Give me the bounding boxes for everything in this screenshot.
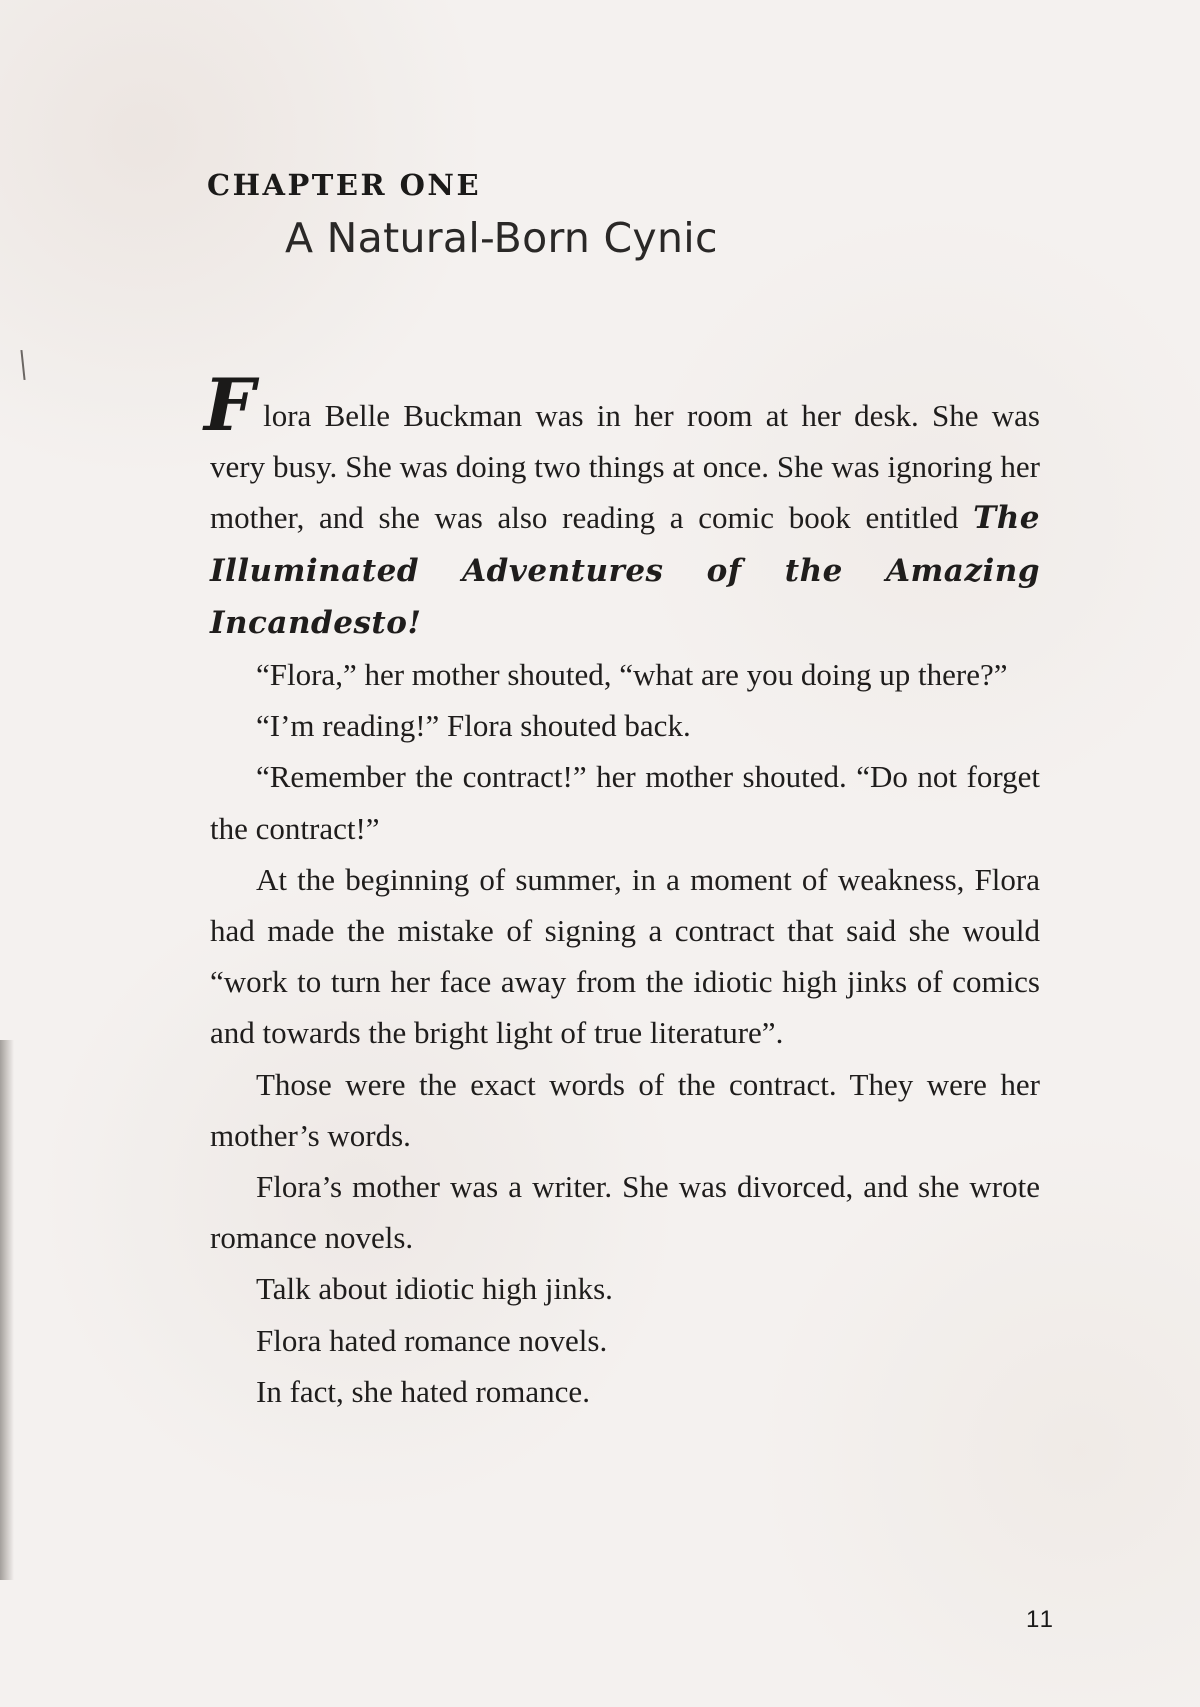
chapter-label: CHAPTER ONE [207, 168, 482, 202]
chapter-title: A Natural-Born Cynic [285, 214, 718, 262]
paragraph-1-text: lora Belle Buckman was in her room at her desk. She was very busy. She was doing two things at once. She was ignoring her mother, and she was also reading a comic book entitled [210, 398, 1040, 536]
body-text [204, 362, 1040, 1417]
paragraph-4: “Remember the contract!” her mother shouted. “Do not forget the contract!” [210, 759, 1040, 846]
paragraph-7: Flora’s mother was a writer. She was divorced, and she wrote romance novels. [210, 1169, 1040, 1256]
spine-shadow [0, 1040, 14, 1580]
paragraph-3: “I’m reading!” Flora shouted back. [256, 708, 691, 744]
comic-book-title: The Illuminated Adventures of the Amazing Incandesto! [210, 500, 1040, 641]
paragraph-9: Flora hated romance novels. [256, 1322, 608, 1358]
paragraph-10: In fact, she hated romance. [256, 1373, 590, 1409]
paragraph-2: “Flora,” her mother shouted, “what are you doing up there?” [256, 657, 1008, 693]
drop-cap: F [204, 362, 256, 447]
page-number: 11 [1026, 1606, 1055, 1633]
page-edge-mark [20, 350, 25, 380]
paragraph-1 [204, 362, 1040, 649]
paragraph-5: At the beginning of summer, in a moment of weakness, Flora had made the mistake of signing a contract that said she would “work to turn her face away from the idiotic high jinks of comics and towards the bright light of true literature”. [210, 861, 1040, 1051]
paragraph-6: Those were the exact words of the contract. They were her mother’s words. [210, 1066, 1040, 1153]
paragraph-8: Talk about idiotic high jinks. [256, 1271, 613, 1307]
